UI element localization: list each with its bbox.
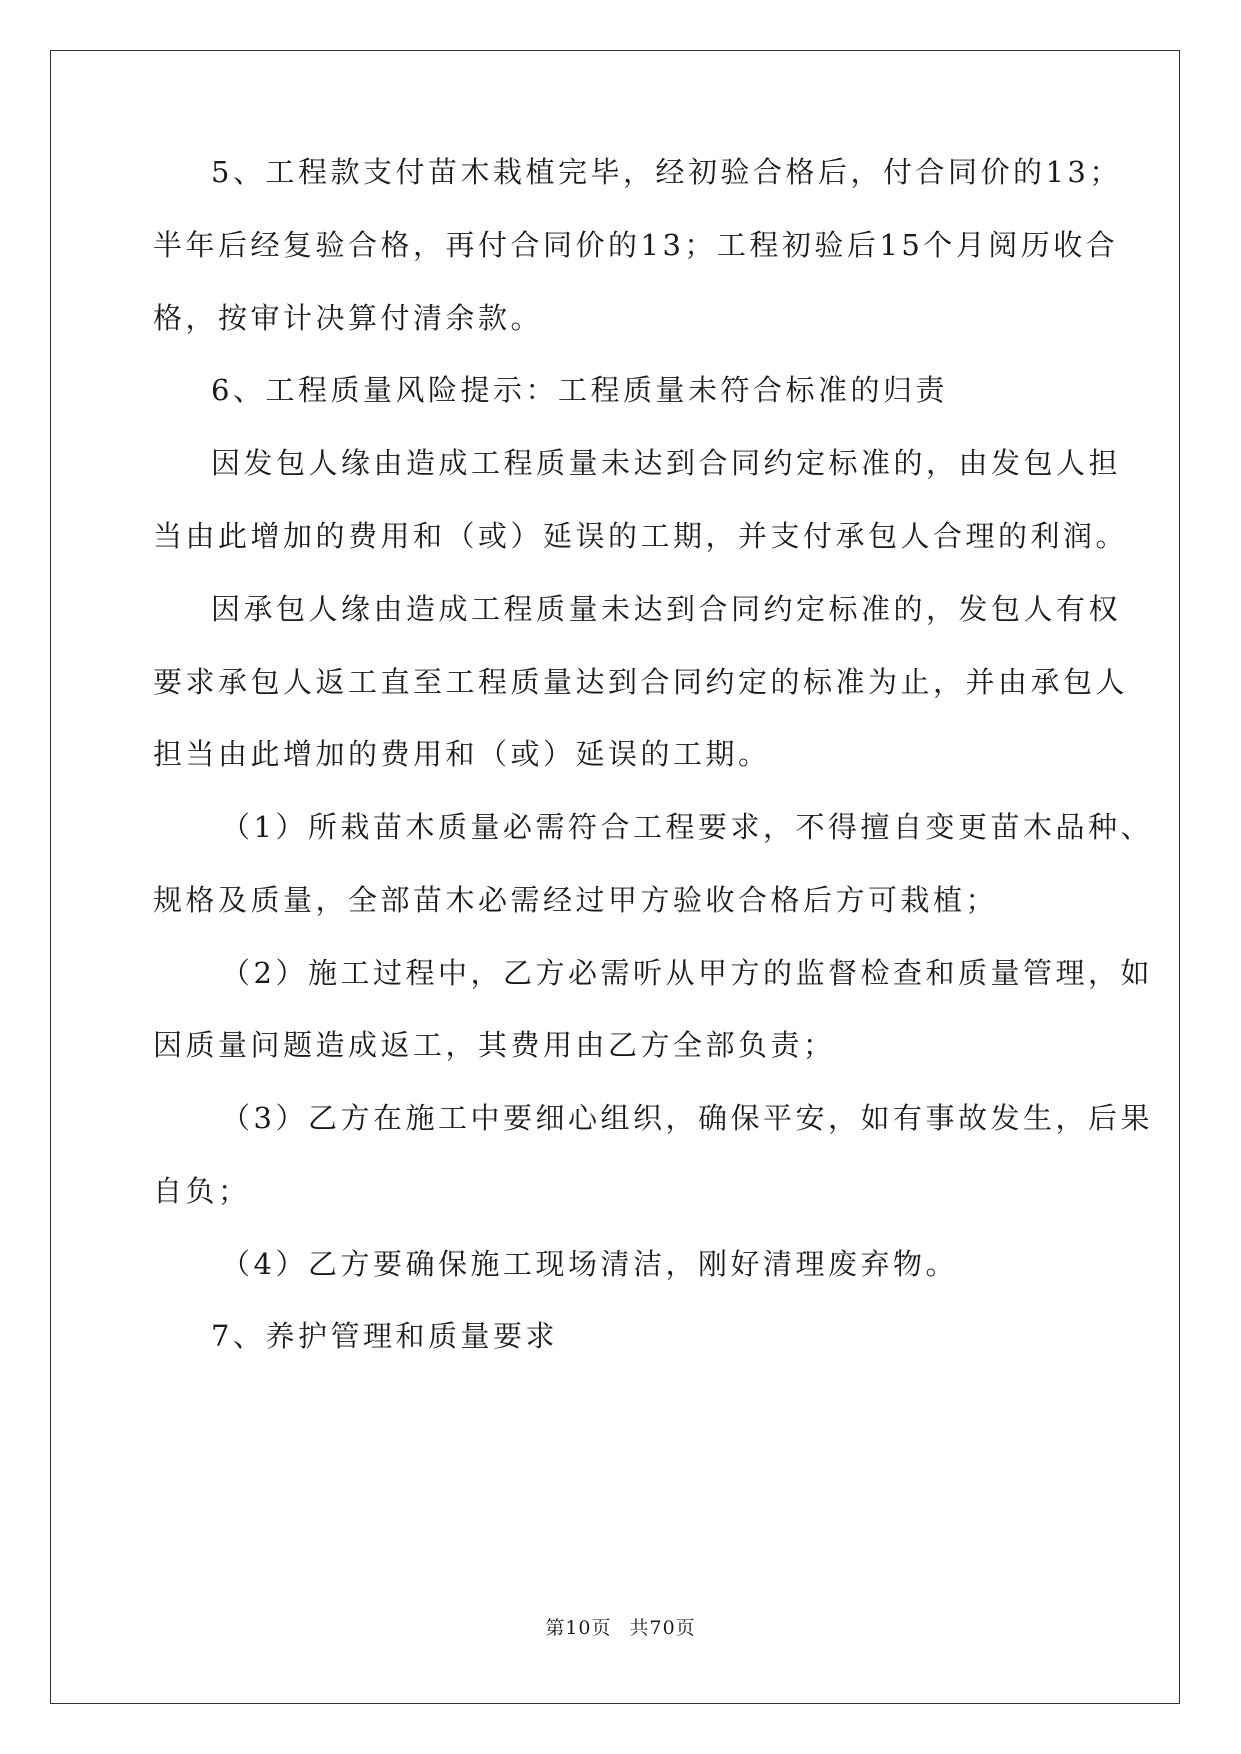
paragraph-line: 要求承包人返工直至工程质量达到合同约定的标准为止，并由承包人 [153,665,1129,699]
paragraph-line: 7、养护管理和质量要求 [211,1319,558,1353]
page-footer [0,1615,1241,1641]
paragraph-line: 6、工程质量风险提示：工程质量未符合标准的归责 [211,373,948,407]
total-pages: 共70页 [629,1617,696,1639]
paragraph-line: （1）所栽苗木质量必需符合工程要求，不得擅自变更苗木品种、 [221,810,1153,844]
paragraph-line: （2）施工过程中，乙方必需听从甲方的监督检查和质量管理，如 [221,956,1153,990]
paragraph-line: 自负； [153,1174,251,1208]
paragraph-line: 半年后经复验合格，再付合同价的13；工程初验后15个月阅历收合 [153,228,1119,262]
paragraph-line: 格，按审计决算付清余款。 [153,301,544,335]
paragraph-line: 5、工程款支付苗木栽植完毕，经初验合格后，付合同价的13； [211,155,1122,189]
paragraph-line: 担当由此增加的费用和（或）延误的工期。 [153,737,771,771]
paragraph-line: 规格及质量，全部苗木必需经过甲方验收合格后方可栽植； [153,883,999,917]
page-number: 第10页 [545,1617,612,1639]
paragraph-line: 当由此增加的费用和（或）延误的工期，并支付承包人合理的利润。 [153,519,1129,553]
paragraph-line: 因发包人缘由造成工程质量未达到合同约定标准的，由发包人担 [211,446,1122,480]
paragraph-line: （3）乙方在施工中要细心组织，确保平安，如有事故发生，后果 [221,1101,1153,1135]
paragraph-line: （4）乙方要确保施工现场清洁，刚好清理废弃物。 [221,1247,958,1281]
paragraph-line: 因承包人缘由造成工程质量未达到合同约定标准的，发包人有权 [211,592,1122,626]
paragraph-line: 因质量问题造成返工，其费用由乙方全部负责； [153,1028,836,1062]
